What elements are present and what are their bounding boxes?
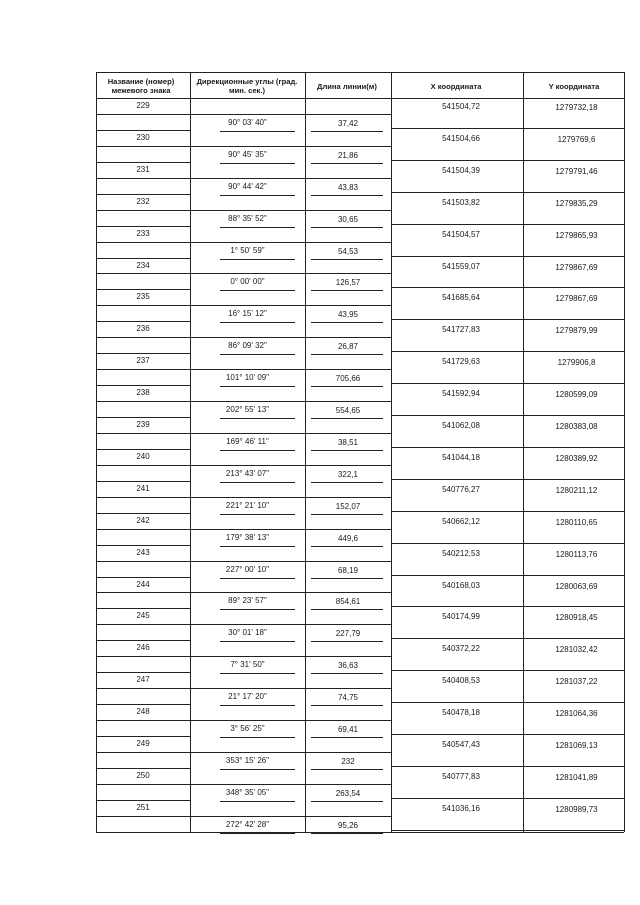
direction-angle: 221° 21' 10" xyxy=(225,500,270,510)
angle-underline xyxy=(220,737,295,738)
direction-angle: 89° 23' 57" xyxy=(228,596,267,606)
point-name: 247 xyxy=(136,675,150,685)
y-coordinate: 1279791,46 xyxy=(555,166,598,176)
point-name: 244 xyxy=(136,579,150,589)
x-coordinate: 541592,94 xyxy=(442,389,480,399)
table-top-border xyxy=(96,72,624,73)
length-underline xyxy=(311,833,383,834)
length-underline xyxy=(311,354,383,355)
row-divider xyxy=(190,210,391,211)
y-coordinate: 1280389,92 xyxy=(555,453,598,463)
x-coordinate: 541044,18 xyxy=(442,452,480,462)
row-divider xyxy=(96,784,190,785)
point-name: 240 xyxy=(136,451,150,461)
length-underline xyxy=(311,673,383,674)
y-coordinate: 1279865,93 xyxy=(555,230,598,240)
row-divider xyxy=(96,497,190,498)
header-y-coordinate: Y координата xyxy=(548,82,600,91)
x-coordinate: 541727,83 xyxy=(442,325,480,335)
x-coordinate: 541504,57 xyxy=(442,229,480,239)
y-coordinate: 1280113,76 xyxy=(555,549,598,559)
row-divider xyxy=(190,688,391,689)
line-length: 449,6 xyxy=(337,533,359,543)
row-divider xyxy=(96,688,190,689)
row-divider xyxy=(190,337,391,338)
coordinate-row-divider xyxy=(391,702,624,703)
x-coordinate: 540547,43 xyxy=(442,740,480,749)
row-divider xyxy=(190,752,391,753)
length-underline xyxy=(311,259,383,260)
point-name: 246 xyxy=(136,643,150,653)
length-underline xyxy=(311,578,383,579)
row-divider xyxy=(96,481,190,482)
row-divider xyxy=(190,465,391,466)
line-length: 126,57 xyxy=(335,278,361,288)
y-coordinate: 1280110,65 xyxy=(555,517,598,527)
length-underline xyxy=(311,386,383,387)
line-length: 43,95 xyxy=(337,310,359,320)
row-divider xyxy=(96,720,190,721)
point-name: 231 xyxy=(136,164,150,174)
y-coordinate: 1281037,22 xyxy=(555,677,598,687)
column-border xyxy=(624,72,625,832)
point-name: 236 xyxy=(136,324,150,334)
x-coordinate: 540408,53 xyxy=(442,676,480,686)
point-name: 245 xyxy=(136,611,150,621)
angle-underline xyxy=(220,163,295,164)
coordinate-row-divider xyxy=(391,192,624,193)
y-coordinate: 1281032,42 xyxy=(555,645,598,655)
row-divider xyxy=(96,577,190,578)
point-name: 230 xyxy=(136,132,150,142)
coordinate-row-divider xyxy=(391,415,624,416)
row-divider xyxy=(96,273,190,274)
coordinate-row-divider xyxy=(391,766,624,767)
length-underline xyxy=(311,227,383,228)
row-divider xyxy=(96,242,190,243)
row-divider xyxy=(190,720,391,721)
row-divider xyxy=(96,449,190,450)
line-length: 30,65 xyxy=(337,214,359,224)
row-divider xyxy=(96,529,190,530)
line-length: 95,26 xyxy=(337,820,359,830)
row-divider xyxy=(96,545,190,546)
length-underline xyxy=(311,322,383,323)
direction-angle: 30° 01' 18" xyxy=(228,628,267,638)
coordinate-row-divider xyxy=(391,351,624,352)
row-divider xyxy=(96,417,190,418)
y-coordinate: 1279879,99 xyxy=(555,326,598,336)
direction-angle: 90° 44' 42" xyxy=(228,181,267,191)
line-length: 54,53 xyxy=(337,246,359,256)
y-coordinate: 1279867,69 xyxy=(555,294,598,304)
direction-angle: 272° 42' 28" xyxy=(225,819,270,829)
angle-underline xyxy=(220,450,295,451)
direction-angle: 348° 35' 05" xyxy=(225,787,270,797)
length-underline xyxy=(311,450,383,451)
point-name: 234 xyxy=(136,260,150,270)
direction-angle: 213° 43' 07" xyxy=(225,468,270,478)
header-line-length: Длина линии(м) xyxy=(317,82,377,91)
coordinate-row-divider xyxy=(391,160,624,161)
length-underline xyxy=(311,705,383,706)
point-name: 249 xyxy=(136,739,150,748)
angle-underline xyxy=(220,418,295,419)
length-underline xyxy=(311,641,383,642)
row-divider xyxy=(190,146,391,147)
length-underline xyxy=(311,195,383,196)
angle-underline xyxy=(220,769,295,770)
direction-angle: 21° 17' 20" xyxy=(228,692,267,702)
line-length: 554,65 xyxy=(335,406,361,416)
angle-underline xyxy=(220,195,295,196)
row-divider xyxy=(96,433,190,434)
row-divider xyxy=(96,656,190,657)
row-divider xyxy=(190,561,391,562)
x-coordinate: 541036,16 xyxy=(442,803,480,813)
line-length: 38,51 xyxy=(337,437,359,447)
line-length: 21,86 xyxy=(337,150,359,160)
angle-underline xyxy=(220,641,295,642)
coordinate-row-divider xyxy=(391,256,624,257)
x-coordinate: 541503,82 xyxy=(442,197,480,207)
direction-angle: 90° 45' 35" xyxy=(228,149,267,159)
length-underline xyxy=(311,737,383,738)
angle-underline xyxy=(220,546,295,547)
length-underline xyxy=(311,131,383,132)
line-length: 232 xyxy=(341,756,355,766)
line-length: 152,07 xyxy=(335,501,361,511)
row-divider xyxy=(96,114,190,115)
angle-underline xyxy=(220,386,295,387)
x-coordinate: 541559,07 xyxy=(442,261,480,271)
row-divider xyxy=(96,624,190,625)
row-divider xyxy=(96,401,190,402)
header-bottom-border xyxy=(96,98,624,99)
coordinate-row-divider xyxy=(391,447,624,448)
line-length: 36,63 xyxy=(337,661,359,671)
coordinate-row-divider xyxy=(391,383,624,384)
x-coordinate: 541062,08 xyxy=(442,421,480,430)
y-coordinate: 1279732,18 xyxy=(555,103,598,112)
point-name: 250 xyxy=(136,770,150,780)
row-divider xyxy=(190,784,391,785)
x-coordinate: 540478,18 xyxy=(442,708,480,718)
angle-underline xyxy=(220,322,295,323)
line-length: 69,41 xyxy=(337,725,359,735)
point-name: 248 xyxy=(136,707,150,717)
row-divider xyxy=(190,369,391,370)
angle-underline xyxy=(220,259,295,260)
direction-angle: 16° 15' 12" xyxy=(228,309,267,319)
x-coordinate: 540662,12 xyxy=(442,516,480,526)
line-length: 26,87 xyxy=(337,342,359,352)
x-coordinate: 540174,99 xyxy=(442,612,480,622)
x-coordinate: 541685,64 xyxy=(442,293,480,303)
coordinate-row-divider xyxy=(391,734,624,735)
x-coordinate: 541504,66 xyxy=(442,133,480,143)
coordinate-row-divider xyxy=(391,670,624,671)
header-x-coordinate: X координата xyxy=(430,82,482,91)
x-coordinate: 540372,22 xyxy=(442,644,480,654)
x-coordinate: 540168,03 xyxy=(442,580,480,590)
length-underline xyxy=(311,482,383,483)
row-divider xyxy=(96,592,190,593)
row-divider xyxy=(190,497,391,498)
coordinate-row-divider xyxy=(391,128,624,129)
x-coordinate: 540212,53 xyxy=(442,548,480,558)
row-divider xyxy=(96,608,190,609)
row-divider xyxy=(96,146,190,147)
row-divider xyxy=(96,752,190,753)
row-divider xyxy=(96,800,190,801)
y-coordinate: 1279835,29 xyxy=(555,198,598,208)
angle-underline xyxy=(220,705,295,706)
angle-underline xyxy=(220,131,295,132)
angle-underline xyxy=(220,801,295,802)
direction-angle: 179° 38' 13" xyxy=(225,532,270,542)
coordinate-row-divider xyxy=(391,575,624,576)
length-underline xyxy=(311,609,383,610)
point-name: 229 xyxy=(136,101,150,110)
coordinate-row-divider xyxy=(391,638,624,639)
row-divider xyxy=(190,624,391,625)
row-divider xyxy=(96,561,190,562)
angle-underline xyxy=(220,290,295,291)
row-divider xyxy=(96,258,190,259)
direction-angle: 0° 00' 00" xyxy=(230,277,265,287)
row-divider xyxy=(96,178,190,179)
angle-underline xyxy=(220,578,295,579)
x-coordinate: 541504,39 xyxy=(442,165,480,175)
row-divider xyxy=(96,672,190,673)
line-length: 68,19 xyxy=(337,565,359,575)
angle-underline xyxy=(220,609,295,610)
y-coordinate: 1281064,36 xyxy=(555,709,598,719)
coordinate-row-divider xyxy=(391,606,624,607)
row-divider xyxy=(96,337,190,338)
length-underline xyxy=(311,163,383,164)
direction-angle: 86° 09' 32" xyxy=(228,341,267,351)
length-underline xyxy=(311,769,383,770)
y-coordinate: 1281069,13 xyxy=(555,741,598,750)
direction-angle: 101° 10' 09" xyxy=(225,373,270,383)
point-name: 233 xyxy=(136,228,150,238)
row-divider xyxy=(96,162,190,163)
line-length: 705,66 xyxy=(335,374,361,384)
x-coordinate: 541729,63 xyxy=(442,357,480,367)
header-point-name: Название (номер) межевого знака xyxy=(107,77,175,95)
length-underline xyxy=(311,801,383,802)
direction-angle: 90° 03' 40" xyxy=(228,117,267,127)
direction-angle: 227° 00' 10" xyxy=(225,564,270,574)
angle-underline xyxy=(220,833,295,834)
row-divider xyxy=(96,768,190,769)
coordinate-row-divider xyxy=(391,479,624,480)
row-divider xyxy=(96,513,190,514)
angle-underline xyxy=(220,514,295,515)
direction-angle: 353° 15' 26" xyxy=(225,755,270,765)
row-divider xyxy=(96,640,190,641)
row-divider xyxy=(190,273,391,274)
y-coordinate: 1279867,69 xyxy=(555,262,598,272)
length-underline xyxy=(311,290,383,291)
coordinate-row-divider xyxy=(391,224,624,225)
row-divider xyxy=(190,305,391,306)
row-divider xyxy=(190,592,391,593)
row-divider xyxy=(190,401,391,402)
line-length: 227,79 xyxy=(335,629,361,639)
y-coordinate: 1280383,08 xyxy=(555,422,598,431)
y-coordinate: 1280211,12 xyxy=(555,485,598,495)
row-divider xyxy=(96,305,190,306)
row-divider xyxy=(96,736,190,737)
coordinate-row-divider xyxy=(391,830,624,831)
y-coordinate: 1279769,6 xyxy=(557,134,596,144)
y-coordinate: 1280918,45 xyxy=(555,613,598,623)
y-coordinate: 1280599,09 xyxy=(555,390,598,400)
y-coordinate: 1280989,73 xyxy=(555,804,598,814)
direction-angle: 169° 46' 11" xyxy=(226,436,269,446)
direction-angle: 202° 55' 13" xyxy=(225,405,270,415)
point-name: 239 xyxy=(136,420,150,429)
row-divider xyxy=(96,194,190,195)
row-divider xyxy=(190,242,391,243)
row-divider xyxy=(96,321,190,322)
line-length: 322,1 xyxy=(337,469,359,479)
point-name: 232 xyxy=(136,196,150,206)
row-divider xyxy=(190,529,391,530)
length-underline xyxy=(311,514,383,515)
coordinate-row-divider xyxy=(391,319,624,320)
row-divider xyxy=(190,656,391,657)
column-border xyxy=(523,72,524,832)
row-divider xyxy=(96,226,190,227)
row-divider xyxy=(96,289,190,290)
row-divider xyxy=(190,816,391,817)
direction-angle: 3° 56' 25" xyxy=(230,724,265,734)
angle-underline xyxy=(220,482,295,483)
point-name: 251 xyxy=(136,802,150,812)
row-divider xyxy=(96,130,190,131)
direction-angle: 7° 31' 50" xyxy=(230,660,265,670)
y-coordinate: 1281041,89 xyxy=(555,772,598,782)
x-coordinate: 540776,27 xyxy=(442,484,480,494)
row-divider xyxy=(190,433,391,434)
angle-underline xyxy=(220,227,295,228)
point-name: 243 xyxy=(136,547,150,557)
table-bottom-border xyxy=(96,832,624,833)
row-divider xyxy=(96,816,190,817)
row-divider xyxy=(190,114,391,115)
angle-underline xyxy=(220,354,295,355)
row-divider xyxy=(96,385,190,386)
point-name: 238 xyxy=(136,388,150,398)
direction-angle: 88° 35' 52" xyxy=(228,213,267,223)
line-length: 43,83 xyxy=(337,182,359,192)
row-divider xyxy=(96,704,190,705)
length-underline xyxy=(311,546,383,547)
line-length: 854,61 xyxy=(335,597,361,607)
line-length: 263,54 xyxy=(335,788,361,798)
header-direction-angles: Дирекционные углы (град. мин. сек.) xyxy=(196,77,298,95)
column-border xyxy=(391,72,392,832)
coordinate-row-divider xyxy=(391,511,624,512)
coordinate-row-divider xyxy=(391,798,624,799)
row-divider xyxy=(96,465,190,466)
point-name: 237 xyxy=(136,356,150,366)
x-coordinate: 540777,83 xyxy=(442,771,480,781)
coordinate-row-divider xyxy=(391,287,624,288)
line-length: 37,42 xyxy=(337,118,359,128)
row-divider xyxy=(96,210,190,211)
row-divider xyxy=(96,369,190,370)
point-name: 235 xyxy=(136,292,150,302)
point-name: 242 xyxy=(136,515,150,525)
row-divider xyxy=(190,178,391,179)
coordinate-row-divider xyxy=(391,543,624,544)
line-length: 74,75 xyxy=(337,693,359,703)
direction-angle: 1° 50' 59" xyxy=(230,245,265,255)
y-coordinate: 1280063,69 xyxy=(555,581,598,591)
row-divider xyxy=(96,353,190,354)
x-coordinate: 541504,72 xyxy=(442,102,480,111)
length-underline xyxy=(311,418,383,419)
y-coordinate: 1279906,8 xyxy=(557,358,596,368)
point-name: 241 xyxy=(136,483,150,493)
angle-underline xyxy=(220,673,295,674)
